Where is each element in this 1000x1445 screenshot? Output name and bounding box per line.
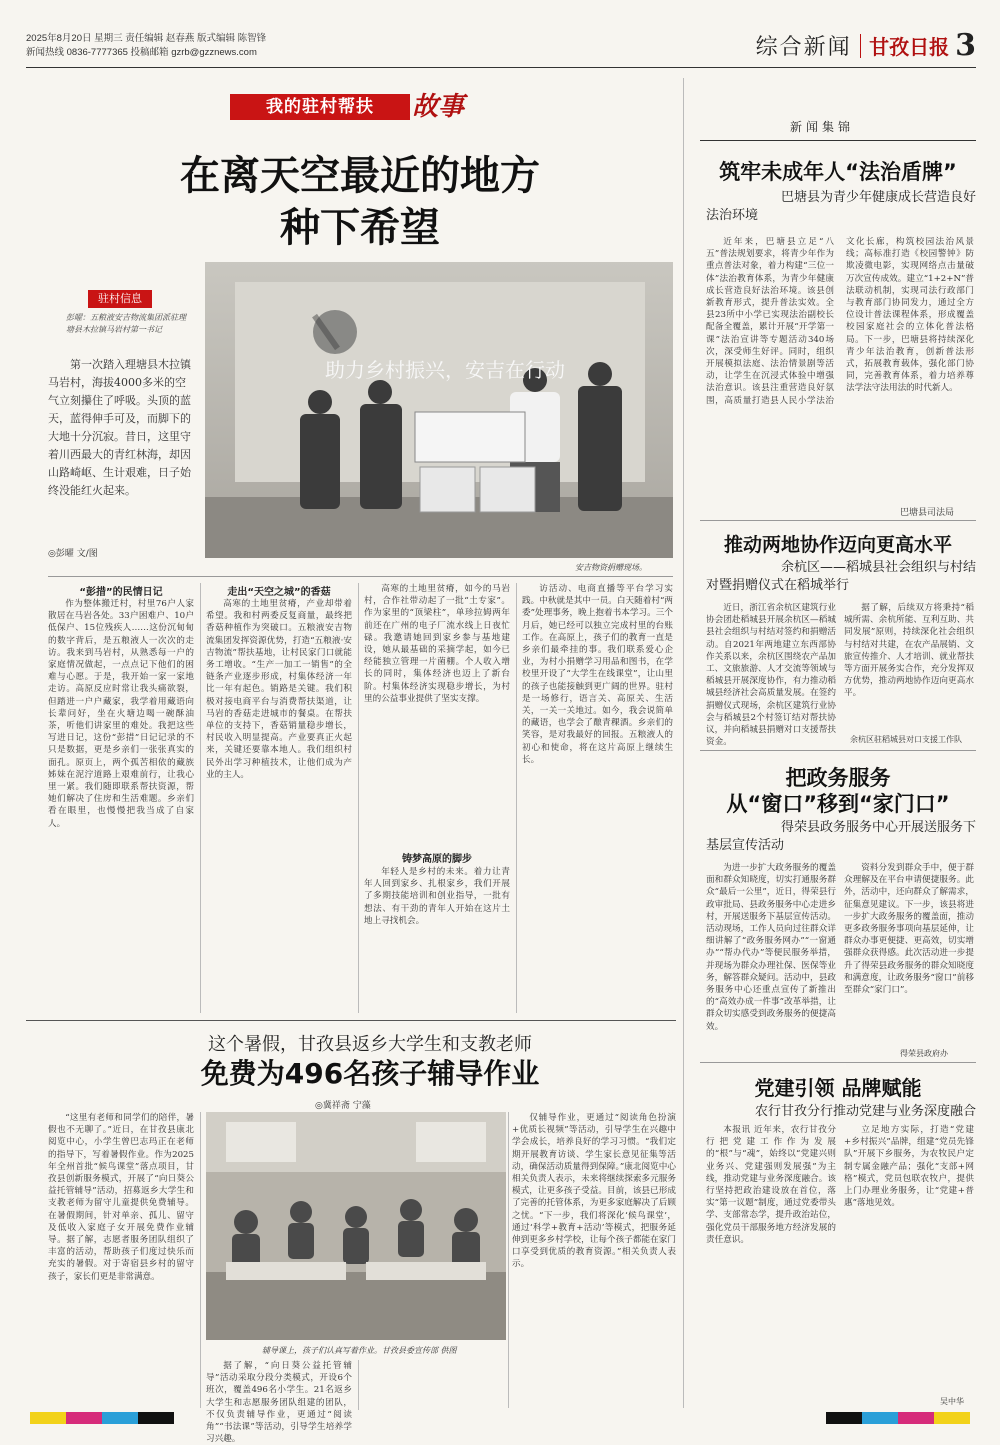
a2-col1 — [706, 602, 836, 748]
second-col3-paragraph: 仅辅导作业，更通过“阅读角色扮演+优质长视频”等活动，引导学生在兴趣中学会成长，培养良好的学习习惯。“我们定期开展教育访谈、学生家长意见征集等活动，确保活动质量得到保障。”康北阅览中心相关负责人表示，未来将继续探索多元服务模式，让更多孩子受益。目前，该县已形成了完善的托管体系，为更多家庭解决了后顾之忧。“下一步，我们将深化‘候鸟课堂’，通过‘科学+教育+活动’等模式，把服务延伸到更多乡村学校，让每个孩子都能在家门口享受到优质的教育资源。”相关负责人表示。 — [512, 1113, 676, 1270]
masthead-right — [756, 28, 976, 63]
second-col1-text — [48, 1112, 194, 1410]
a2-col2-paragraph: 据了解，后续双方将秉持“稻城所需、余杭所能、互利互助、共同发展”原则，持续深化社会组织与村结对共建，在农产品展销、文旅宣传推介、人才培训、就业帮扶等方面开展务实合作，充分发挥双方优势，推动两地协作迈向更高水平。 — [844, 603, 974, 699]
color-chip-cyan-right — [862, 1412, 898, 1424]
lead-col-divider-1 — [200, 583, 201, 1013]
lead-col3-paragraph: 高寒的土地里贫瘠，如今的马岩村，合作社带动起了一批“土专家”。作为家里的“顶梁柱”，单珍拉姆两年前还在广州的电子厂流水线上日夜忙碌。我邀请她回到家乡参与基地建设，她从最基础的采摘学起，如今已经能独立管理一片菌棚。个人收入增长的同时，集体经济也迈上了新台阶。村集体经济实现稳步增长，为村里的公益事业提供了坚实支撑。 — [364, 584, 510, 704]
a4-subtitle: 农行甘孜分行推动党建与业务深度融合 — [754, 1104, 976, 1119]
a4-col1-paragraph: 本报讯 近年来，农行甘孜分行把党建工作作为发展的“根”与“魂”，始终以“党建兴则业务兴、党建强则发展强”为主线，推动党建与业务深度融合。该行坚持把政治建设放在首位，落实“第一议题”制度，通过党委带头学、支部常态学，提升政治站位，强化党员干部服务地方经济发展的责任意识。 — [706, 1125, 836, 1245]
second-subtitle: 这个暑假，甘孜县返乡大学生和支教老师 — [208, 1034, 532, 1055]
lead-byline: ◎彭曜 文/图 — [48, 549, 98, 559]
a1-bottom-rule — [700, 520, 976, 521]
masthead — [26, 28, 976, 68]
a2-col2 — [844, 602, 974, 730]
color-chip-black — [138, 1412, 174, 1424]
a2-col1-paragraph: 近日，浙江省余杭区建筑行业协会团赴稻城县开展余杭区—稻城县社会组织与村结对签约和捐赠活动。自2021年两地建立东西部协作关系以来，余杭区围绕农产品加工、文旅旅游、人才交流等领域与稻城县开展深度协作，有力推动稻城县经济社会高质量发展。在签约捐赠仪式现场，余杭区建筑行业协会与稻城县2个村签订结对帮扶协议，并向稻城县捐赠对口支援帮扶资金。 — [706, 603, 836, 748]
news-roundup-tag: 新闻集锦 — [790, 120, 855, 134]
color-chip-yellow — [30, 1412, 66, 1424]
lead-intro: 第一次踏入理塘县木拉镇马岩村，海拔4000多米的空气立刻攥住了呼吸。头顶的蓝天，蓝得伸手可及，而脚下的大地十分沉寂。昔日，这里守着川西最大的青红林海，却因山路崎岖、生计艰难，日子始终没能红火起来。 — [48, 358, 191, 497]
a2-bottom-rule — [700, 750, 976, 751]
lead-headline-line2: 种下希望 — [280, 205, 440, 251]
lead-col4-text — [522, 583, 673, 1010]
lead-col-divider-3 — [516, 583, 517, 1013]
second-photo-caption: 辅导课上，孩子们认真写着作业。甘孜县委宣传部 供图 — [262, 1346, 457, 1355]
photo-banner-text: 助力乡村振兴，安吉在行动 — [325, 358, 565, 382]
a2-source: 余杭区驻稻城县对口支援工作队 — [850, 735, 962, 744]
lead-col-divider-2 — [358, 583, 359, 1013]
a1-subtitle-line1: 巴塘县为青少年健康成长营造良好 — [780, 190, 976, 205]
a1-body — [706, 236, 974, 500]
second-col-divider-1 — [200, 1112, 201, 1408]
lead-col4-paragraph: 访活动、电商直播等平台学习实践。中秋就是其中一员。白天随着村“两委”处理事务，晚上抱着书本学习。三个月后，她已经可以独立完成村里的台账工作。在高原上，孩子们的教育一直是乡亲们最牵挂的事。我们联系爱心企业，为村小捐赠学习用品和图书，在学校里开设了“大学生在线课堂”，让山里的孩子也能接触到更广阔的世界。驻村是一场修行，语言关、高原关、生活关，一关一关地过。如今，我会说简单的藏语，也学会了酿青稞酒。乡亲们的笑容，是对我最好的回报。五粮液人的初心和使命，将在这片高原上继续生长。 — [522, 584, 673, 765]
a2-subtitle-line1: 余杭区——稻城县社会组织与村结 — [780, 560, 976, 575]
a3-bottom-rule — [700, 1062, 976, 1063]
lead-col2-text — [206, 598, 352, 1010]
second-story-rule — [26, 1020, 676, 1021]
a1-headline: 筑牢未成年人“法治盾牌” — [719, 160, 957, 184]
lead-col1-heading: “彭措”的民情日记 — [79, 587, 163, 598]
lead-col3-paragraph2: 年轻人是乡村的未来。着力让青年人回到家乡、扎根家乡，我们开展了多期技能培训和创业指导，一批有想法、有干劲的青年人开始在这片土地上寻找机会。 — [364, 867, 510, 926]
second-col3-text — [512, 1112, 676, 1410]
a4-headline: 党建引领 品牌赋能 — [754, 1076, 922, 1100]
a1-source: 巴塘县司法局 — [900, 508, 955, 518]
a4-col1 — [706, 1124, 836, 1404]
second-byline: ◎冀祥斋 宁藻 — [315, 1101, 371, 1111]
a3-headline-line1: 把政务服务 — [785, 766, 891, 790]
masthead-info — [26, 32, 266, 60]
color-chip-cyan — [102, 1412, 138, 1424]
village-info-text: 彭曜：五粮液安吉物流集团派驻理塘县木拉镇马岩村第一书记 — [66, 313, 186, 334]
section-name: 综合新闻 — [755, 35, 852, 60]
a2-headline: 推动两地协作迈向更高水平 — [723, 534, 952, 556]
second-col2-text — [206, 1360, 352, 1445]
masthead-hotline: 新闻热线 0836-7777365 投稿邮箱 gzrb@gzznews.com — [26, 47, 257, 58]
donation-ceremony-illustration — [205, 262, 673, 558]
color-chip-magenta — [66, 1412, 102, 1424]
lead-col3-heading: 铸梦高原的脚步 — [402, 854, 472, 865]
lead-col3-text — [364, 583, 510, 845]
a3-col2-paragraph: 资料分发到群众手中，便于群众理解及在平台申请便捷服务。此外，活动中，还向群众了解需求，征集意见建议。下一步，该县将进一步扩大政务服务的覆盖面，推动更多政务服务事项向基层延伸，让群众办事更便捷、更高效，切实增强群众获得感。此次活动进一步提升了得荣县政务服务的群众知晓度和满意度，让政务服务“窗口”前移至群众“家门口”。 — [844, 863, 974, 996]
masthead-divider — [860, 34, 862, 58]
lead-body-top-rule — [48, 576, 673, 577]
main-column-divider — [683, 78, 684, 1408]
color-chip-magenta-right — [898, 1412, 934, 1424]
second-headline: 免费为496名孩子辅导作业 — [200, 1057, 540, 1090]
second-col1-paragraph: “这里有老师和同学们的陪伴，暑假也不无聊了。”近日，在甘孜县康北阅览中心，小学生曾巴志玛正在老师的指导下，写着暑假作业。作为2025年全州首批“候鸟课堂”落点项目，甘孜县创新服务模式，开展了“向日葵公益托管辅导”活动，招募返乡大学生和支教老师为留守儿童提供免费辅导。在暑假期间，针对单亲、孤儿、留守及低收入家庭子女开展免费作业辅导。据了解，志愿者服务团队组织了丰富的活动，帮助孩子们度过快乐而充实的暑假。对于寄宿县乡村的留守孩子，家长们更是非常满意。 — [48, 1113, 194, 1282]
a1-subtitle-line2: 法治环境 — [706, 208, 759, 223]
a2-subtitle-line2: 对暨捐赠仪式在稻城举行 — [706, 578, 850, 593]
second-col2-paragraph: 据了解，“向日葵公益托管辅导”活动采取分段分类模式，开设6个班次，覆盖496名小学生。21名返乡大学生和志愿服务团队组建的团队，不仅负责辅导作业，更通过“阅读角”“书法课”等活动，引导学生培养学习兴趣。 — [206, 1361, 352, 1445]
roundup-top-rule — [700, 140, 976, 141]
lead-headline-line1: 在离天空最近的地方 — [180, 153, 540, 199]
lead-banner — [230, 90, 470, 120]
a3-subtitle-line1: 得荣县政务服务中心开展送服务下 — [780, 820, 976, 835]
lead-col2-heading: 走出“天空之城”的香菇 — [227, 587, 331, 598]
village-info-box — [50, 290, 190, 350]
a3-col1-paragraph: 为进一步扩大政务服务的覆盖面和群众知晓度，切实打通服务群众“最后一公里”，近日，得荣县行政审批局、县政务服务中心走进乡村，开展送服务下基层宣传活动。活动现场，工作人员向过往群众详细讲解了“政务服务网办”“一窗通办”“帮办代办”等便民服务举措，并现场为群众办理社保、医保等业务，解答群众疑问。活动中，县政务服务中心还重点宣传了新推出的“高效办成一件事”改革举措，让群众切实感受到政务服务的便捷高效。 — [706, 863, 836, 1032]
village-info-label: 驻村信息 — [88, 290, 152, 308]
page-number: 3 — [955, 28, 976, 63]
lead-banner-script: 故事 — [412, 92, 465, 122]
lead-photo — [205, 262, 673, 558]
a3-col2 — [844, 862, 974, 1046]
lead-col1-paragraph: 作为整体搬迁村，村里76户人家散居在马岩各处。33户困难户、10户低保户、15位残疾人……这份沉甸甸的数字背后，是五粮液人一次次的走访。我来到马岩村，从熟悉每一户的家庭情况做起，一点点记下他们的困难与心愿。于是，我开始一家一家地走访。高原反应时常让我头痛欲裂，但踏进一户户藏家，我学着用藏语向长辈问好，坐在火塘边喝一碗酥油茶，听他们讲家里的难处。我把这些写进日记，这份“彭措”日记记录的不只是数据，更是乡亲们一张张真实的面孔。原页上，两个孤苦相依的藏族姊妹在泥泞道路上艰难前行，让我心里一紧。我们随即联系帮扶资源，帮她们解决了住房和生活难题。乡亲们看在眼里，也慢慢把我当成了自家人。 — [48, 599, 194, 829]
a4-col2 — [844, 1124, 974, 1394]
color-chip-yellow-right — [934, 1412, 970, 1424]
second-col-divider-3 — [508, 1112, 509, 1408]
lead-col1-text — [48, 598, 194, 1010]
a4-source: 吴中华 — [940, 1397, 964, 1406]
lead-col2-paragraph: 高寒的土地里贫瘠，产业却带着希望。我和村两委反复商量，最终把香菇种植作为突破口。五粮液安吉物流集团发挥资源优势，打造“五粮液·安吉物流”帮扶基地，让村民家门口就能务工增收。“生产一加工一销售”的全链条产业逐步形成，村集体经济一年比一年有起色。销路是关键。我们积极对接电商平台与消费帮扶渠道，让马岩的香菇走进城市的餐桌。在帮扶单位的支持下，香菇销量稳步增长，村民收入明显提高。产业要真正火起来，关键还要靠本地人。我们组织村民外出学习种植技术，让他们成为产业的主人。 — [206, 599, 352, 780]
classroom-illustration — [206, 1112, 506, 1340]
lead-headline — [80, 150, 640, 254]
second-col-divider-2 — [358, 1360, 359, 1410]
a3-headline-line2: 从“窗口”移到“家门口” — [726, 792, 950, 816]
masthead-date-editors: 2025年8月20日 星期三 责任编辑 赵春燕 版式编辑 陈智锋 — [26, 33, 267, 44]
paper-logo: 甘孜日报 — [869, 35, 950, 59]
lead-photo-caption: 安吉物资捐赠现场。 — [575, 563, 647, 572]
a1-paragraph: 近年来，巴塘县立足“八五”普法规划要求，将青少年作为重点普法对象，着力构建“三位一体”法治教育体系，为青少年健康成长营造良好法治环境。该县创新教育形式，提升普法实效。全县23所中小学已实现法治副校长配备全覆盖，累计开展“开学第一课”法治宣讲等专题活动340场次，深受师生好评。同时，组织开展模拟法庭、法治情景剧等活动，让学生在沉浸式体验中增强法治意识。该县注重营造良好氛围，高质量打造县人民小学法治文化长廊，构筑校园法治风景线；高标准打造《校园警钟》防欺凌微电影，实现网络点击量破万次宣传成效。建立“1+2+N”普法联动机制，实现司法行政部门与教育部门协同发力，通过全方位设计普法课程体系，形成覆盖校园家庭社会的立体化普法格局。下一步，巴塘县将持续深化青少年法治教育，创新普法形式，拓展教育载体，强化部门协同，完善教育体系，着力培养尊法学法守法用法的时代新人。 — [706, 237, 974, 406]
second-photo — [206, 1112, 506, 1340]
a3-source: 得荣县政府办 — [900, 1049, 948, 1058]
lead-banner-label: 我的驻村帮扶 — [230, 94, 410, 120]
a3-col1 — [706, 862, 836, 1046]
a4-col2-paragraph: 立足地方实际，打造“党建+乡村振兴”品牌，组建“党员先锋队”开展下乡服务，为农牧民户定制专属金融产品；强化“支部+网格”模式，党员包联农牧户，提供上门办理业务服务，让“党建+普惠”落地见效。 — [844, 1125, 974, 1209]
lead-col3-text2 — [364, 866, 510, 1010]
a3-subtitle-line2: 基层宣传活动 — [706, 838, 785, 853]
color-chip-black-right — [826, 1412, 862, 1424]
